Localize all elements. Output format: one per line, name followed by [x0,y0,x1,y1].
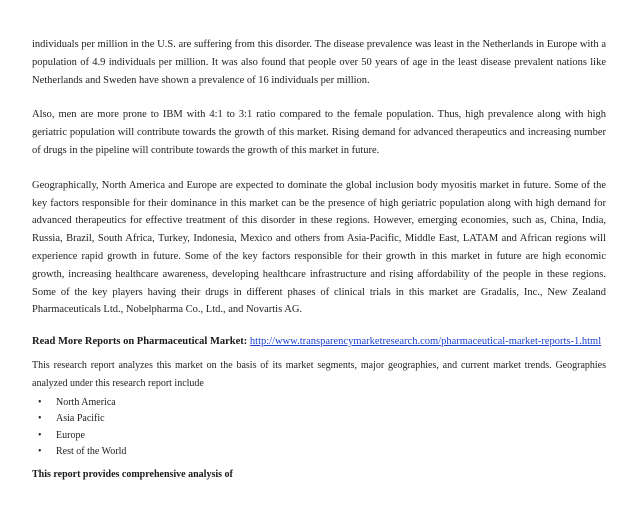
bullet-icon: • [38,429,42,441]
bullet-icon: • [38,413,42,425]
region-label: Asia Pacific [56,413,105,425]
list-item [32,428,606,444]
regions-list [32,395,606,460]
bullet-icon: • [38,445,42,457]
geography-paragraph: Geographically, North America and Europe are expected to dominate the global inclusion body myositis market in future. Some of the key factors responsible for their dominance in this market can be the presence of high geriatric population along with high demand for advanced therapeutics for effective treatment of this disorder in these regions. However, emerging economies, such as, China, India, Russia, Brazil, South Africa, Turkey, Indonesia, Mexico and others from Asia-Pacific, Middle East, LATAM and African regions will experience rapid growth in future. Some of the key factors responsible for their growth in this market in future are high economic growth, increasing healthcare awareness, developing healthcare infrastructure and rising affordability of the people in these regions. Some of the key players having their drugs in different phases of clinical trials in this market are Gradalis, Inc., New Zealand Pharmaceuticals Ltd., Nobelpharma Co., Ltd., and Novartis AG. [32,179,606,316]
read-more-label: Read More Reports on Pharmaceutical Market: [32,336,248,348]
pharmaceutical-reports-link[interactable]: http://www.transparencymarketresearch.com/pharmaceutical-market-reports-1.html [249,336,602,348]
gender-ratio-paragraph: Also, men are more prone to IBM with 4:1 to 3:1 ratio compared to the female population. Thus, high prevalence along with high geriatric population will contribute towards the growth of this market. Rising demand for advanced therapeutics and increasing number of drugs in the pipeline will contribute towards the growth of this market in future. [32,109,606,156]
region-label: Europe [56,429,85,441]
prevalence-paragraph: individuals per million in the U.S. are suffering from this disorder. The disease prevalence was least in the Netherlands in Europe with a population of 4.9 individuals per million. It was also found that people over 50 years of age in the least disease prevalent nations like Netherlands and Sweden have shown a prevalence of 16 individuals per million. [32,39,606,86]
read-more-line [32,332,606,351]
region-label: North America [56,397,116,409]
list-item [32,395,606,411]
region-label: Rest of the World [56,445,127,457]
bullet-icon: • [38,397,42,409]
report-scope-paragraph: This research report analyzes this market on the basis of its market segments, major geographies, and current market trends. Geographies analyzed under this research report include [32,360,606,389]
list-item [32,444,606,460]
list-item [32,411,606,427]
document-page [32,36,606,484]
analysis-heading: This report provides comprehensive analysis of [32,468,233,480]
